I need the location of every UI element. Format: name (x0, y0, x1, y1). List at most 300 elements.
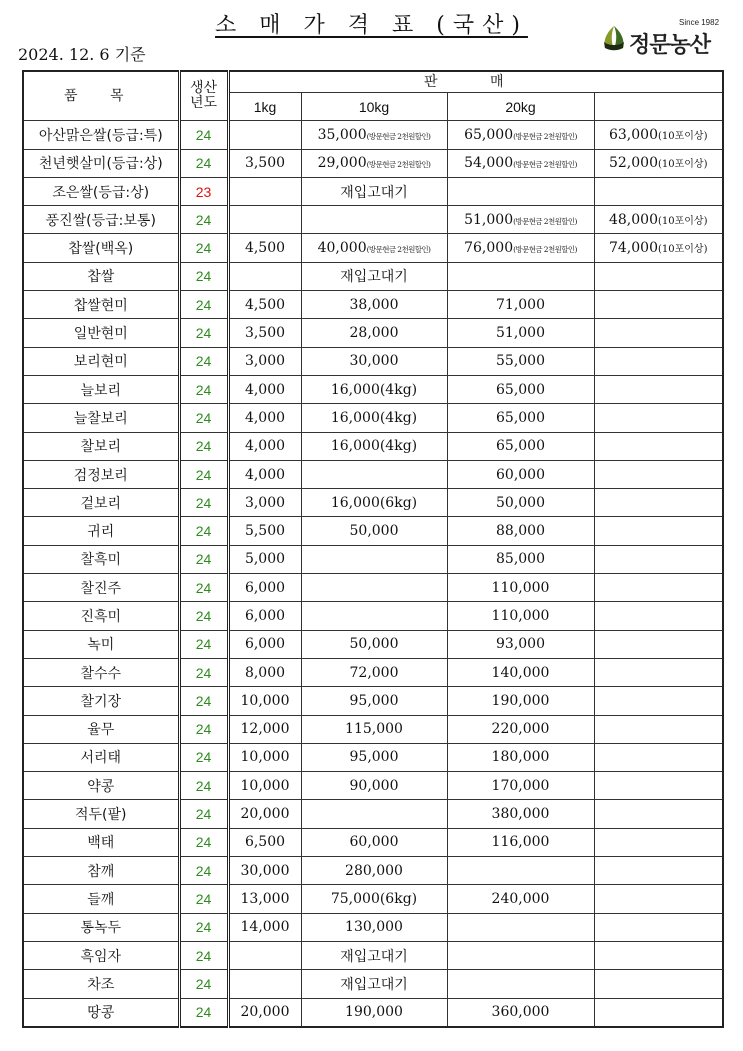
price-10kg (301, 743, 447, 771)
table-row (23, 602, 723, 630)
production-year: 24 (179, 347, 228, 375)
company-logo (601, 14, 731, 56)
price-20kg-value: 220,000 (491, 721, 550, 738)
table-row (23, 772, 723, 800)
price-20kg-value: 180,000 (491, 749, 550, 766)
price-10kg-note: (방문현금 2천원할인) (366, 160, 431, 170)
table-row (23, 941, 723, 969)
price-20kg (447, 602, 594, 630)
price-10kg (301, 630, 447, 658)
item-name: 찹쌀(백옥) (23, 234, 179, 262)
production-year: 24 (179, 998, 228, 1027)
price-1kg: 12,000 (228, 715, 301, 743)
item-name: 찰흑미 (23, 545, 179, 573)
table-row (23, 970, 723, 998)
price-20kg (447, 998, 594, 1027)
price-bulk-value: 48,000 (608, 211, 658, 228)
item-name: 참깨 (23, 857, 179, 885)
item-name: 율무 (23, 715, 179, 743)
price-10kg-value: 95,000 (349, 749, 399, 766)
price-20kg (447, 489, 594, 517)
production-year: 24 (179, 772, 228, 800)
price-1kg: 5,000 (228, 545, 301, 573)
price-bulk (594, 432, 723, 460)
price-bulk (594, 800, 723, 828)
price-1kg: 10,000 (228, 743, 301, 771)
price-10kg-value: 72,000 (349, 664, 399, 681)
price-10kg (301, 658, 447, 686)
price-10kg-value: 28,000 (349, 325, 399, 342)
header-bulk (594, 93, 723, 121)
production-year: 24 (179, 206, 228, 234)
price-1kg: 6,000 (228, 630, 301, 658)
production-year: 24 (179, 432, 228, 460)
logo-since: Since 1982 (679, 18, 720, 27)
price-1kg (228, 121, 301, 149)
production-year: 24 (179, 828, 228, 856)
price-10kg-value: 29,000 (317, 155, 367, 172)
price-20kg-value: 360,000 (491, 1004, 550, 1021)
price-20kg (447, 828, 594, 856)
price-bulk (594, 517, 723, 545)
price-10kg-value: 16,000(4kg) (330, 381, 418, 398)
price-10kg-value: 16,000(6kg) (330, 494, 418, 511)
price-bulk (594, 545, 723, 573)
production-year: 24 (179, 687, 228, 715)
table-row (23, 885, 723, 913)
price-20kg (447, 913, 594, 941)
price-10kg-value: 38,000 (349, 296, 399, 313)
price-bulk-value: 63,000 (608, 126, 658, 143)
price-20kg-value: 51,000 (464, 211, 514, 228)
price-bulk (594, 687, 723, 715)
table-row (23, 177, 723, 205)
price-bulk-note: (10포이상) (657, 215, 708, 227)
price-1kg: 4,500 (228, 291, 301, 319)
table-row (23, 234, 723, 262)
price-1kg: 3,000 (228, 489, 301, 517)
price-1kg: 3,500 (228, 319, 301, 347)
restock-status: 재입고대기 (301, 970, 447, 998)
price-bulk-value: 74,000 (608, 240, 658, 257)
production-year: 24 (179, 262, 228, 290)
price-20kg-value: 65,000 (496, 438, 545, 455)
price-bulk-note: (10포이상) (657, 159, 708, 171)
production-year: 24 (179, 574, 228, 602)
price-20kg (447, 517, 594, 545)
price-10kg-note: (방문현금 2천원할인) (366, 131, 431, 141)
price-10kg-value: 30,000 (349, 353, 399, 370)
price-20kg-note: (방문현금 2천원할인) (513, 131, 577, 141)
price-10kg (301, 828, 447, 856)
table-row (23, 517, 723, 545)
price-20kg (447, 319, 594, 347)
production-year: 24 (179, 319, 228, 347)
restock-status: 재입고대기 (301, 941, 447, 969)
restock-status: 재입고대기 (301, 177, 447, 205)
price-bulk (594, 149, 723, 177)
price-bulk (594, 772, 723, 800)
price-10kg-value: 95,000 (349, 692, 399, 709)
price-20kg (447, 743, 594, 771)
price-20kg-value: 93,000 (496, 636, 545, 653)
production-year: 24 (179, 630, 228, 658)
price-20kg (447, 460, 594, 488)
item-name: 아산맑은쌀(등급:특) (23, 121, 179, 149)
price-10kg-value: 16,000(4kg) (330, 438, 418, 455)
price-10kg (301, 545, 447, 573)
table-row (23, 913, 723, 941)
price-1kg: 30,000 (228, 857, 301, 885)
production-year: 24 (179, 913, 228, 941)
price-1kg: 3,500 (228, 149, 301, 177)
price-10kg-value: 115,000 (345, 721, 403, 738)
price-20kg-value: 240,000 (491, 890, 550, 907)
price-bulk (594, 658, 723, 686)
price-10kg (301, 319, 447, 347)
production-year: 24 (179, 658, 228, 686)
price-10kg-value: 190,000 (345, 1004, 403, 1021)
price-bulk (594, 319, 723, 347)
header-item: 품 목 (23, 71, 179, 121)
price-1kg: 20,000 (228, 998, 301, 1027)
header-20kg: 20kg (447, 93, 594, 121)
item-name: 풍진쌀(등급:보통) (23, 206, 179, 234)
table-row (23, 715, 723, 743)
table-row (23, 206, 723, 234)
price-1kg (228, 262, 301, 290)
price-20kg (447, 404, 594, 432)
price-20kg (447, 857, 594, 885)
item-name: 일반현미 (23, 319, 179, 347)
price-bulk (594, 602, 723, 630)
production-year: 24 (179, 489, 228, 517)
price-10kg (301, 857, 447, 885)
table-row (23, 545, 723, 573)
price-20kg-value: 88,000 (496, 523, 545, 540)
price-20kg (447, 149, 594, 177)
price-1kg: 5,500 (228, 517, 301, 545)
price-20kg (447, 687, 594, 715)
table-row (23, 262, 723, 290)
price-10kg-value: 35,000 (317, 126, 367, 143)
price-bulk (594, 404, 723, 432)
price-20kg-value: 65,000 (496, 409, 545, 426)
item-name: 흑임자 (23, 941, 179, 969)
price-bulk (594, 630, 723, 658)
item-name: 귀리 (23, 517, 179, 545)
price-1kg: 8,000 (228, 658, 301, 686)
table-row (23, 998, 723, 1027)
price-1kg: 6,500 (228, 828, 301, 856)
price-1kg: 3,000 (228, 347, 301, 375)
price-10kg (301, 432, 447, 460)
production-year: 24 (179, 460, 228, 488)
price-10kg-value: 60,000 (349, 834, 399, 851)
price-20kg-value: 170,000 (491, 777, 550, 794)
price-20kg (447, 941, 594, 969)
price-bulk (594, 291, 723, 319)
price-20kg (447, 206, 594, 234)
date-label: 2024. 12. 6 기준 (18, 45, 146, 64)
price-bulk (594, 234, 723, 262)
production-year: 24 (179, 715, 228, 743)
price-20kg-value: 110,000 (491, 579, 550, 596)
restock-status: 재입고대기 (301, 262, 447, 290)
price-10kg (301, 291, 447, 319)
price-20kg-value: 60,000 (496, 466, 545, 483)
production-year: 24 (179, 602, 228, 630)
item-name: 적두(팥) (23, 800, 179, 828)
price-1kg: 13,000 (228, 885, 301, 913)
price-20kg (447, 347, 594, 375)
production-year: 24 (179, 375, 228, 403)
table-row (23, 149, 723, 177)
item-name: 보리현미 (23, 347, 179, 375)
price-10kg (301, 885, 447, 913)
price-10kg (301, 517, 447, 545)
price-1kg: 4,500 (228, 234, 301, 262)
production-year: 24 (179, 857, 228, 885)
production-year: 24 (179, 941, 228, 969)
table-row (23, 857, 723, 885)
item-name: 겉보리 (23, 489, 179, 517)
production-year: 24 (179, 743, 228, 771)
price-20kg-value: 51,000 (496, 325, 545, 342)
price-1kg: 4,000 (228, 375, 301, 403)
price-20kg (447, 715, 594, 743)
price-20kg-value: 71,000 (496, 296, 545, 313)
price-10kg (301, 460, 447, 488)
price-1kg: 20,000 (228, 800, 301, 828)
price-20kg (447, 574, 594, 602)
page-title: 소 매 가 격 표 (국산) (215, 13, 528, 38)
price-20kg-note: (방문현금 2천원할인) (513, 245, 577, 255)
price-10kg-value: 280,000 (345, 862, 403, 879)
table-row (23, 800, 723, 828)
price-bulk (594, 262, 723, 290)
price-20kg-value: 65,000 (496, 381, 545, 398)
production-year: 24 (179, 970, 228, 998)
item-name: 백태 (23, 828, 179, 856)
item-name: 찹쌀 (23, 262, 179, 290)
price-20kg-value: 50,000 (496, 494, 545, 511)
price-10kg-value: 90,000 (349, 777, 399, 794)
price-table (22, 70, 724, 1028)
price-10kg (301, 602, 447, 630)
price-10kg (301, 347, 447, 375)
price-1kg: 14,000 (228, 913, 301, 941)
price-10kg-value: 40,000 (317, 240, 367, 257)
logo-name: 정문농산 (629, 32, 711, 57)
price-bulk (594, 177, 723, 205)
price-20kg-value: 380,000 (491, 806, 550, 823)
price-table-body (23, 121, 723, 1027)
price-1kg: 10,000 (228, 772, 301, 800)
table-row (23, 121, 723, 149)
price-20kg-value: 110,000 (491, 607, 550, 624)
production-year: 24 (179, 149, 228, 177)
item-name: 차조 (23, 970, 179, 998)
production-year: 24 (179, 800, 228, 828)
table-row (23, 743, 723, 771)
price-bulk (594, 913, 723, 941)
price-10kg (301, 121, 447, 149)
table-row (23, 404, 723, 432)
price-10kg (301, 574, 447, 602)
price-10kg (301, 404, 447, 432)
price-bulk (594, 574, 723, 602)
item-name: 진흑미 (23, 602, 179, 630)
price-20kg-value: 190,000 (491, 692, 550, 709)
price-20kg-value: 140,000 (491, 664, 550, 681)
price-10kg-value: 50,000 (349, 636, 399, 653)
price-10kg (301, 772, 447, 800)
item-name: 찹쌀현미 (23, 291, 179, 319)
production-year: 23 (179, 177, 228, 205)
price-20kg-value: 76,000 (464, 240, 514, 257)
header-sale: 판 매 (228, 71, 723, 93)
item-name: 늘보리 (23, 375, 179, 403)
price-1kg (228, 177, 301, 205)
price-bulk-note: (10포이상) (657, 130, 708, 142)
price-bulk (594, 970, 723, 998)
table-row (23, 375, 723, 403)
price-bulk-value: 52,000 (608, 155, 658, 172)
price-20kg-note: (방문현금 2천원할인) (513, 216, 577, 226)
table-row (23, 432, 723, 460)
item-name: 찰수수 (23, 658, 179, 686)
item-name: 조은쌀(등급:상) (23, 177, 179, 205)
price-10kg-value: 130,000 (345, 919, 403, 936)
price-20kg (447, 885, 594, 913)
price-20kg (447, 375, 594, 403)
price-20kg (447, 177, 594, 205)
price-1kg (228, 206, 301, 234)
price-10kg (301, 800, 447, 828)
production-year: 24 (179, 885, 228, 913)
price-20kg-value: 116,000 (491, 834, 550, 851)
price-bulk (594, 489, 723, 517)
price-bulk (594, 460, 723, 488)
price-bulk (594, 206, 723, 234)
price-20kg (447, 432, 594, 460)
price-10kg (301, 715, 447, 743)
price-1kg: 4,000 (228, 432, 301, 460)
price-1kg (228, 970, 301, 998)
price-10kg (301, 687, 447, 715)
price-20kg-value: 54,000 (464, 155, 514, 172)
item-name: 찰기장 (23, 687, 179, 715)
price-20kg-value: 85,000 (496, 551, 545, 568)
price-bulk (594, 941, 723, 969)
price-20kg (447, 291, 594, 319)
price-bulk-note: (10포이상) (657, 244, 708, 256)
production-year: 24 (179, 517, 228, 545)
table-row (23, 319, 723, 347)
price-bulk (594, 121, 723, 149)
price-bulk (594, 857, 723, 885)
item-name: 통녹두 (23, 913, 179, 941)
table-row (23, 489, 723, 517)
price-bulk (594, 885, 723, 913)
price-20kg (447, 658, 594, 686)
price-1kg: 6,000 (228, 602, 301, 630)
item-name: 들깨 (23, 885, 179, 913)
table-row (23, 630, 723, 658)
item-name: 땅콩 (23, 998, 179, 1027)
price-1kg (228, 941, 301, 969)
price-1kg: 6,000 (228, 574, 301, 602)
table-row (23, 658, 723, 686)
production-year: 24 (179, 291, 228, 319)
price-1kg: 4,000 (228, 460, 301, 488)
table-row (23, 574, 723, 602)
price-20kg (447, 262, 594, 290)
table-row (23, 460, 723, 488)
header-1kg: 1kg (228, 93, 301, 121)
price-bulk (594, 715, 723, 743)
table-row (23, 291, 723, 319)
item-name: 찰보리 (23, 432, 179, 460)
price-10kg (301, 998, 447, 1027)
table-row (23, 828, 723, 856)
price-bulk (594, 828, 723, 856)
table-row (23, 347, 723, 375)
price-bulk (594, 998, 723, 1027)
production-year: 24 (179, 545, 228, 573)
item-name: 녹미 (23, 630, 179, 658)
price-1kg: 10,000 (228, 687, 301, 715)
price-10kg (301, 489, 447, 517)
production-year: 24 (179, 404, 228, 432)
price-10kg-value: 16,000(4kg) (330, 409, 418, 426)
price-10kg (301, 375, 447, 403)
price-20kg (447, 800, 594, 828)
price-bulk (594, 347, 723, 375)
item-name: 늘찰보리 (23, 404, 179, 432)
header-year: 생산 년도 (179, 71, 228, 121)
production-year: 24 (179, 121, 228, 149)
price-20kg-value: 65,000 (464, 126, 514, 143)
price-10kg-value: 50,000 (349, 523, 399, 540)
price-1kg: 4,000 (228, 404, 301, 432)
rice-grain-icon (601, 22, 627, 52)
price-10kg (301, 149, 447, 177)
header-10kg: 10kg (301, 93, 447, 121)
price-10kg (301, 913, 447, 941)
price-10kg (301, 206, 447, 234)
price-10kg-note: (방문현금 2천원할인) (366, 245, 431, 255)
item-name: 천년햇살미(등급:상) (23, 149, 179, 177)
price-20kg (447, 772, 594, 800)
price-bulk (594, 375, 723, 403)
item-name: 서리태 (23, 743, 179, 771)
item-name: 약콩 (23, 772, 179, 800)
item-name: 찰진주 (23, 574, 179, 602)
price-bulk (594, 743, 723, 771)
price-20kg (447, 545, 594, 573)
price-20kg-note: (방문현금 2천원할인) (513, 160, 577, 170)
price-20kg (447, 234, 594, 262)
price-20kg (447, 630, 594, 658)
price-10kg (301, 234, 447, 262)
price-10kg-value: 75,000(6kg) (330, 890, 418, 907)
item-name: 검정보리 (23, 460, 179, 488)
price-20kg-value: 55,000 (496, 353, 545, 370)
price-20kg (447, 121, 594, 149)
table-row (23, 687, 723, 715)
